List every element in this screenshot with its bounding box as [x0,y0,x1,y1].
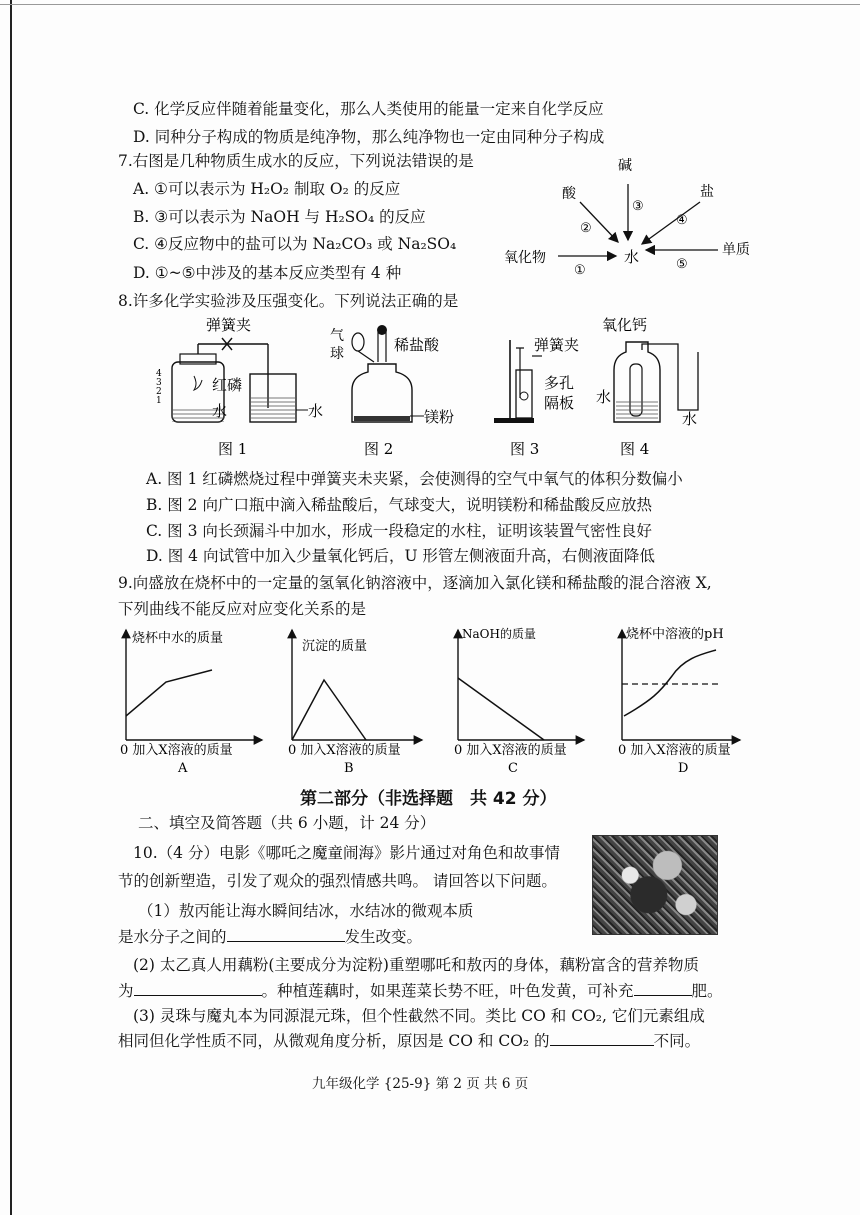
fig2-balloon-1: 气 [330,328,344,344]
q8-option-c: C. 图 3 向长颈漏斗中加水，形成一段稳定的水柱，证明该装置气密性良好 [146,522,652,540]
graph-a [120,630,262,776]
fig1-scale-4: 4 [156,369,162,379]
label-5: ⑤ [676,257,688,272]
fig3-plate-2: 隔板 [544,394,575,412]
graph-c-letter: C [508,761,518,776]
q7-option-d: D. ①~⑤中涉及的基本反应类型有 4 种 [133,264,402,282]
q8-apparatus-figures [150,312,710,462]
q8-option-a: A. 图 1 红磷燃烧过程中弹簧夹未夹紧，会使测得的空气中氧气的体积分数偏小 [146,470,683,488]
graph-d-letter: D [678,761,689,776]
page-footer: 九年级化学 {25-9} 第 2 页 共 6 页 [312,1076,529,1092]
diagram-oxide: 氧化物 [504,250,546,266]
graph-c-xlabel: 0 加入X溶液的质量 [454,743,567,758]
diagram-base: 碱 [618,158,632,174]
q8-option-d: D. 图 4 向试管中加入少量氧化钙后，U 形管左侧液面升高，右侧液面降低 [146,547,655,565]
q8-option-b: B. 图 2 向广口瓶中滴入稀盐酸后，气球变大，说明镁粉和稀盐酸反应放热 [146,496,652,514]
diagram-acid: 酸 [562,186,576,202]
graph-b-letter: B [344,761,354,776]
fig3-apparatus [494,336,579,458]
graph-b [288,630,422,776]
graph-a-ylabel: 烧杯中水的质量 [132,631,224,646]
graph-c [454,626,584,776]
label-2: ② [580,221,592,236]
fig3-caption: 图 3 [510,440,540,458]
part2-title: 第二部分（非选择题 共 42 分） [300,789,557,809]
fig1-phos-label: 红磷 [212,376,243,394]
q10-line-2: 节的创新塑造，引发了观众的强烈情感共鸣。 请回答以下问题。 [118,872,557,890]
fig3-plate-1: 多孔 [544,374,575,392]
graph-b-curve [292,680,366,740]
q6-option-c: C. 化学反应伴随着能量变化，那么人类使用的能量一定来自化学反应 [133,100,604,118]
q7-option-c: C. ④反应物中的盐可以为 Na₂CO₃ 或 Na₂SO₄ [133,235,457,253]
q10-part1-b: 是水分子之间的 发生改变。 [118,928,423,946]
q10-part1-a: （1）敖丙能让海水瞬间结冰，水结冰的微观本质 [138,902,474,920]
answer-blank-3[interactable] [634,980,692,996]
answer-blank-4[interactable] [550,1030,654,1046]
q7-option-b: B. ③可以表示为 NaOH 与 H₂SO₄ 的反应 [133,208,426,226]
graph-b-xlabel: 0 加入X溶液的质量 [288,743,401,758]
q7-water-diagram [500,150,800,290]
q7-stem: 7.右图是几种物质生成水的反应，下列说法错误的是 [118,152,474,170]
graph-d [618,626,740,776]
graph-a-curve [126,670,212,716]
graph-a-xlabel: 0 加入X溶液的质量 [120,743,233,758]
q10-part3-b: 相同但化学性质不同，从微观角度分析，原因是 CO 和 CO₂ 的 不同。 [118,1032,701,1050]
fig2-caption: 图 2 [364,440,394,458]
arrow-4 [642,202,700,244]
graph-d-ylabel: 烧杯中溶液的pH [626,627,724,642]
q10-part3-a: (3) 灵珠与魔丸本为同源混元珠，但个性截然不同。类比 CO 和 CO₂, 它们元素组成 [133,1007,705,1025]
q9-stem-1: 9.向盛放在烧杯中的一定量的氢氧化钠溶液中，逐滴加入氯化镁和稀盐酸的混合溶液 X, [118,574,712,592]
label-3: ③ [632,199,644,214]
graph-d-curve [624,650,716,716]
fig2-balloon-2: 球 [330,346,344,362]
graph-b-ylabel: 沉淀的质量 [302,639,368,654]
diagram-salt: 盐 [700,184,714,200]
fig1-scale-1: 1 [156,396,162,406]
fig3-clip-label: 弹簧夹 [534,336,580,354]
answer-blank-1[interactable] [227,926,345,942]
graph-a-letter: A [178,761,188,776]
q7-option-a: A. ①可以表示为 H₂O₂ 制取 O₂ 的反应 [133,180,401,198]
film-still-image [592,835,718,935]
q9-graphs [112,620,752,778]
fig2-mg-label: 镁粉 [424,408,455,426]
fig1-scale-2: 2 [156,387,162,397]
answer-blank-2[interactable] [134,980,262,996]
scan-edge-top [0,4,860,5]
graph-c-curve [458,678,544,740]
q9-stem-2: 下列曲线不能反应对应变化关系的是 [118,600,367,618]
graph-c-ylabel: NaOH的质量 [462,627,536,641]
fig1-scale-3: 3 [156,378,162,388]
fig2-apparatus [330,325,454,458]
fig2-acid-label: 稀盐酸 [394,336,440,354]
q10-part2-a: (2) 太乙真人用藕粉(主要成分为淀粉)重塑哪吒和敖丙的身体，藕粉富含的营养物质 [133,956,699,974]
fig1-water-label: 水 [308,402,324,420]
fig4-apparatus [596,316,698,458]
q10-part2-b: 为 。种植莲藕时，如果莲菜长势不旺，叶色发黄，可补充 肥。 [118,982,723,1000]
diagram-water: 水 [624,248,640,266]
q10-line-1: 10.（4 分）电影《哪吒之魔童闹海》影片通过对角色和故事情 [133,844,560,862]
fig1-clip-label: 弹簧夹 [206,316,252,334]
scan-edge [10,0,12,1215]
fig4-caption: 图 4 [620,440,650,458]
label-4: ④ [676,213,688,228]
fig4-water-right: 水 [682,410,698,428]
graph-d-xlabel: 0 加入X溶液的质量 [618,743,731,758]
fig1-caption: 图 1 [218,440,248,458]
fig4-cao-label: 氧化钙 [602,316,648,334]
q6-option-d: D. 同种分子构成的物质是纯净物，那么纯净物也一定由同种分子构成 [133,128,605,146]
fig1-water-in: 水 [212,402,228,420]
balloon-icon [352,333,364,351]
q8-stem: 8.许多化学实验涉及压强变化。下列说法正确的是 [118,292,459,310]
part2-section: 二、填空及简答题（共 6 小题，计 24 分） [138,814,436,832]
fig4-water-left: 水 [596,388,612,406]
label-1: ① [574,263,586,278]
fig1-apparatus [156,316,323,458]
diagram-element: 单质 [722,242,750,258]
